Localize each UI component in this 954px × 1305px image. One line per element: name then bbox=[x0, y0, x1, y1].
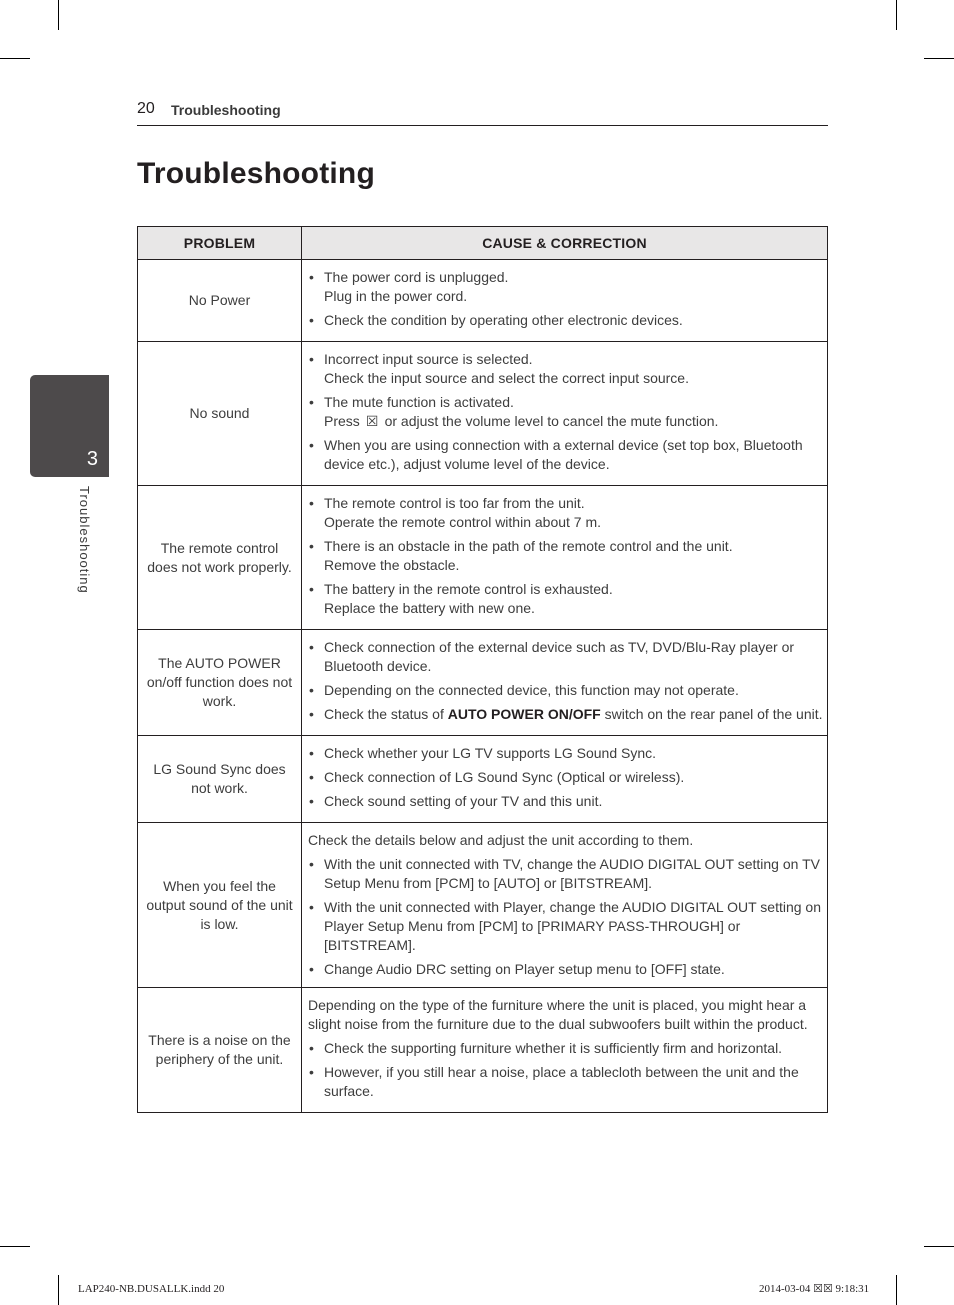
list-item bbox=[308, 855, 823, 893]
switch-name: AUTO POWER ON/OFF bbox=[447, 706, 601, 722]
cause-text: Check connection of the external device such as TV, DVD/Blu-Ray player or Bluetooth device. bbox=[324, 639, 795, 674]
list-item bbox=[308, 436, 823, 474]
cause-text: Check sound setting of your TV and this unit. bbox=[324, 793, 603, 809]
cause-cell bbox=[302, 988, 828, 1113]
list-item bbox=[308, 1063, 823, 1101]
cause-text-post: switch on the rear panel of the unit. bbox=[604, 706, 823, 722]
mute-icon: ☒ bbox=[365, 413, 379, 429]
cause-text: Change Audio DRC setting on Player setup menu to [OFF] state. bbox=[324, 961, 725, 977]
table-row bbox=[138, 342, 828, 486]
list-item bbox=[308, 537, 823, 575]
cause-list bbox=[308, 268, 823, 330]
page-title: Troubleshooting bbox=[137, 157, 375, 190]
cause-cell bbox=[302, 486, 828, 630]
cause-text: Check connection of LG Sound Sync (Optical or wireless). bbox=[324, 769, 685, 785]
crop-mark bbox=[896, 1275, 897, 1305]
cause-text: Depending on the connected device, this function may not operate. bbox=[324, 682, 739, 698]
cause-text: The power cord is unplugged. bbox=[324, 269, 509, 285]
cause-list bbox=[308, 350, 823, 474]
column-header-problem: PROBLEM bbox=[138, 227, 302, 260]
crop-mark bbox=[58, 1275, 59, 1305]
table-row bbox=[138, 988, 828, 1113]
page-number: 20 bbox=[137, 100, 155, 117]
list-item bbox=[308, 268, 823, 306]
cause-text: However, if you still hear a noise, place a tablecloth between the unit and the surface. bbox=[324, 1064, 799, 1099]
table-row bbox=[138, 736, 828, 823]
list-item bbox=[308, 580, 823, 618]
list-item bbox=[308, 393, 823, 431]
cause-text: With the unit connected with TV, change the AUDIO DIGITAL OUT setting on TV Setup Menu from [PCM] to [AUTO] or [BITSTREAM]. bbox=[324, 856, 820, 891]
print-slug-timestamp: 2014-03-04 ☒☒ 9:18:31 bbox=[759, 1283, 870, 1295]
correction-rest-text: or adjust the volume level to cancel the mute function. bbox=[384, 413, 719, 429]
intro-text: Check the details below and adjust the unit according to them. bbox=[308, 832, 694, 848]
press-text: Press bbox=[324, 413, 360, 429]
correction-text: Operate the remote control within about 7 m. bbox=[324, 514, 602, 530]
list-item bbox=[308, 960, 823, 979]
problem-cell: When you feel the output sound of the unit is low. bbox=[138, 823, 302, 988]
problem-cell: No sound bbox=[138, 342, 302, 486]
table-row bbox=[138, 630, 828, 736]
table-row bbox=[138, 486, 828, 630]
intro-text: Depending on the type of the furniture where the unit is placed, you might hear a slight noise from the furniture due to the dual subwoofers built within the product. bbox=[308, 997, 808, 1032]
cause-text: With the unit connected with Player, change the AUDIO DIGITAL OUT setting on Player Setup Menu from [PCM] to [PRIMARY PASS-THROUGH] or [BITSTREAM]. bbox=[324, 899, 821, 953]
cause-text: The battery in the remote control is exhausted. bbox=[324, 581, 613, 597]
problem-cell: No Power bbox=[138, 260, 302, 342]
correction-text bbox=[324, 412, 823, 431]
table-row bbox=[138, 260, 828, 342]
crop-mark bbox=[924, 1246, 954, 1247]
list-item bbox=[308, 705, 823, 724]
cause-text: Check the condition by operating other electronic devices. bbox=[324, 312, 683, 328]
crop-mark bbox=[0, 1246, 30, 1247]
chapter-number: 3 bbox=[86, 448, 98, 470]
crop-mark bbox=[896, 0, 897, 30]
cause-list bbox=[308, 855, 823, 979]
cause-text: The remote control is too far from the unit. bbox=[324, 495, 585, 511]
chapter-tab bbox=[30, 375, 109, 477]
cause-list bbox=[308, 494, 823, 618]
list-item bbox=[308, 494, 823, 532]
correction-text: Remove the obstacle. bbox=[324, 557, 460, 573]
list-item bbox=[308, 744, 823, 763]
problem-cell: The remote control does not work properly. bbox=[138, 486, 302, 630]
list-item bbox=[308, 681, 823, 700]
cause-text: Check whether your LG TV supports LG Sound Sync. bbox=[324, 745, 657, 761]
chapter-label: Troubleshooting bbox=[77, 486, 92, 594]
list-item bbox=[308, 1039, 823, 1058]
cause-text: There is an obstacle in the path of the remote control and the unit. bbox=[324, 538, 733, 554]
problem-cell: LG Sound Sync does not work. bbox=[138, 736, 302, 823]
cause-cell bbox=[302, 260, 828, 342]
list-item bbox=[308, 898, 823, 955]
list-item bbox=[308, 311, 823, 330]
table-row bbox=[138, 823, 828, 988]
cause-cell bbox=[302, 736, 828, 823]
correction-text: Plug in the power cord. bbox=[324, 288, 468, 304]
list-item bbox=[308, 638, 823, 676]
cause-list bbox=[308, 744, 823, 811]
cause-list bbox=[308, 638, 823, 724]
problem-cell: There is a noise on the periphery of the unit. bbox=[138, 988, 302, 1113]
table-header-row bbox=[138, 227, 828, 260]
column-header-cause: CAUSE & CORRECTION bbox=[302, 227, 828, 260]
crop-mark bbox=[58, 0, 59, 30]
running-header bbox=[137, 99, 828, 126]
cause-list bbox=[308, 1039, 823, 1101]
crop-mark bbox=[0, 58, 30, 59]
cause-text: When you are using connection with a external device (set top box, Bluetooth device etc.), adjust volume level of the device. bbox=[324, 437, 803, 472]
crop-mark bbox=[924, 58, 954, 59]
list-item bbox=[308, 768, 823, 787]
cause-cell bbox=[302, 342, 828, 486]
cause-text-pre: Check the status of bbox=[324, 706, 444, 722]
troubleshooting-table bbox=[137, 226, 828, 1113]
cause-cell bbox=[302, 823, 828, 988]
cause-cell bbox=[302, 630, 828, 736]
correction-text: Check the input source and select the correct input source. bbox=[324, 370, 689, 386]
cause-text: Check the supporting furniture whether it is sufficiently firm and horizontal. bbox=[324, 1040, 783, 1056]
running-title: Troubleshooting bbox=[171, 102, 281, 118]
correction-text: Replace the battery with new one. bbox=[324, 600, 535, 616]
list-item bbox=[308, 350, 823, 388]
problem-cell: The AUTO POWER on/off function does not work. bbox=[138, 630, 302, 736]
cause-text: Incorrect input source is selected. bbox=[324, 351, 533, 367]
list-item bbox=[308, 792, 823, 811]
cause-text: The mute function is activated. bbox=[324, 394, 514, 410]
print-slug-file: LAP240-NB.DUSALLK.indd 20 bbox=[78, 1283, 225, 1295]
